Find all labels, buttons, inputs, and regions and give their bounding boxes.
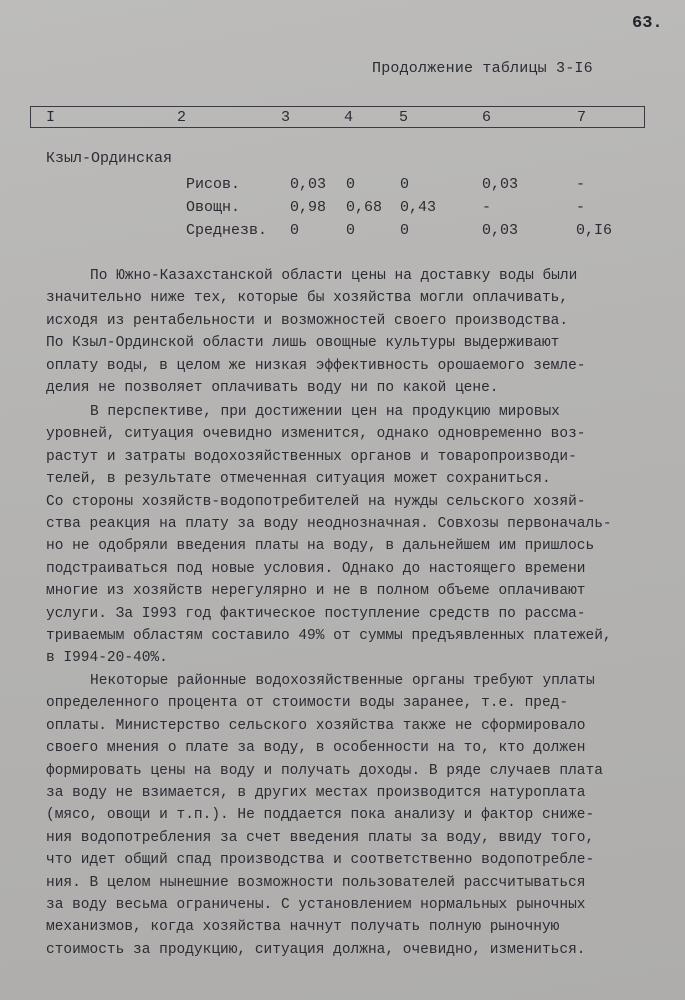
text-line: исходя из рентабельности и возможностей своего производства.	[46, 312, 569, 329]
row-label: Среднезв.	[186, 222, 268, 239]
cell-col6: -	[482, 199, 492, 216]
cell-col5: 0	[400, 176, 410, 193]
text-line: ния. В целом нынешние возможности пользователей рассчитываться	[46, 874, 586, 891]
cell-col7: 0,I6	[576, 222, 613, 239]
text-line: стоимость за продукцию, ситуация должна, очевидно, измениться.	[46, 941, 586, 958]
paragraph	[46, 670, 646, 961]
text-line: своего мнения о плате за воду, в особенности на то, кто должен	[46, 740, 586, 757]
text-line: механизмов, когда хозяйства начнут получать полную рыночную	[46, 919, 560, 936]
paragraph	[46, 401, 646, 670]
cell-col5: 0	[400, 222, 410, 239]
column-header-3: 3	[281, 109, 291, 126]
text-line: Некоторые районные водохозяйственные органы требуют уплаты	[90, 673, 595, 689]
paragraph	[46, 265, 646, 399]
text-line: оплаты. Министерство сельского хозяйства также не сформировало	[46, 717, 586, 734]
page-number: 63.	[632, 14, 663, 33]
row-label: Рисов.	[186, 176, 241, 193]
cell-col6: 0,03	[482, 176, 519, 193]
table-continuation-title: Продолжение таблицы 3-I6	[372, 60, 593, 77]
text-line: что идет общий спад производства и соответственно водопотребле-	[46, 852, 595, 869]
cell-col5: 0,43	[400, 199, 437, 216]
table-row	[0, 222, 685, 244]
text-line: телей, в результате отмеченная ситуация может сохраниться.	[46, 471, 551, 488]
column-header-2: 2	[177, 109, 187, 126]
cell-col4: 0,68	[346, 199, 383, 216]
cell-col3: 0,03	[290, 176, 327, 193]
text-line: оплату воды, в целом же низкая эффективность орошаемого земле-	[46, 357, 586, 374]
table-row	[0, 176, 685, 198]
column-header-1: I	[46, 109, 56, 126]
text-line: триваемым областям составило 49% от суммы предъявленных платежей,	[46, 627, 612, 644]
table-region-name: Кзыл-Ординская	[46, 150, 173, 167]
text-line: значительно ниже тех, которые бы хозяйства могли оплачивать,	[46, 290, 569, 307]
text-line: в I994-20-40%.	[46, 650, 168, 667]
text-line: услуги. За I993 год фактическое поступление средств по рассма-	[46, 605, 586, 622]
text-line: ния водопотребления за счет введения платы за воду, ввиду того,	[46, 829, 595, 846]
text-line: уровней, ситуация очевидно изменится, однако одновременно воз-	[46, 426, 586, 443]
text-line: (мясо, овощи и т.п.). Не поддается пока анализу и фактор сниже-	[46, 807, 595, 824]
text-line: многие из хозяйств нерегулярно и не в полном объеме оплачивают	[46, 583, 586, 600]
text-line: делия не позволяет оплачивать воду ни по какой цене.	[46, 379, 499, 396]
text-line: подстраиваться под новые условия. Однако до настоящего времени	[46, 560, 586, 577]
cell-col4: 0	[346, 176, 356, 193]
text-line: Со стороны хозяйств-водопотребителей на нужды сельского хозяй-	[46, 493, 586, 510]
column-header-5: 5	[399, 109, 409, 126]
cell-col7: -	[576, 176, 586, 193]
column-header-7: 7	[577, 109, 587, 126]
text-line: но не одобряли введения платы на воду, в дальнейшем им пришлось	[46, 538, 595, 555]
table-header-row	[30, 106, 645, 128]
row-label: Овощн.	[186, 199, 241, 216]
cell-col3: 0	[290, 222, 300, 239]
text-line: По Южно-Казахстанской области цены на доставку воды были	[90, 268, 578, 284]
cell-col7: -	[576, 199, 586, 216]
table-row	[0, 199, 685, 221]
column-header-4: 4	[344, 109, 354, 126]
text-line: В перспективе, при достижении цен на продукцию мировых	[90, 404, 560, 420]
text-line: за воду весьма ограничены. С установлением нормальных рыночных	[46, 896, 586, 913]
text-line: По Кзыл-Ординской области лишь овощные культуры выдерживают	[46, 335, 560, 352]
text-line: определенного процента от стоимости воды заранее, т.е. пред-	[46, 695, 569, 712]
cell-col3: 0,98	[290, 199, 327, 216]
text-line: растут и затраты водохозяйственных органов и товаропроизводи-	[46, 448, 577, 465]
cell-col6: 0,03	[482, 222, 519, 239]
column-header-6: 6	[482, 109, 492, 126]
cell-col4: 0	[346, 222, 356, 239]
text-line: формировать цены на воду и получать доходы. В ряде случаев плата	[46, 762, 603, 779]
text-line: ства реакция на плату за воду неоднозначная. Совхозы первоначаль-	[46, 515, 612, 532]
text-line: за воду не взимается, в других местах производится натуроплата	[46, 784, 586, 801]
